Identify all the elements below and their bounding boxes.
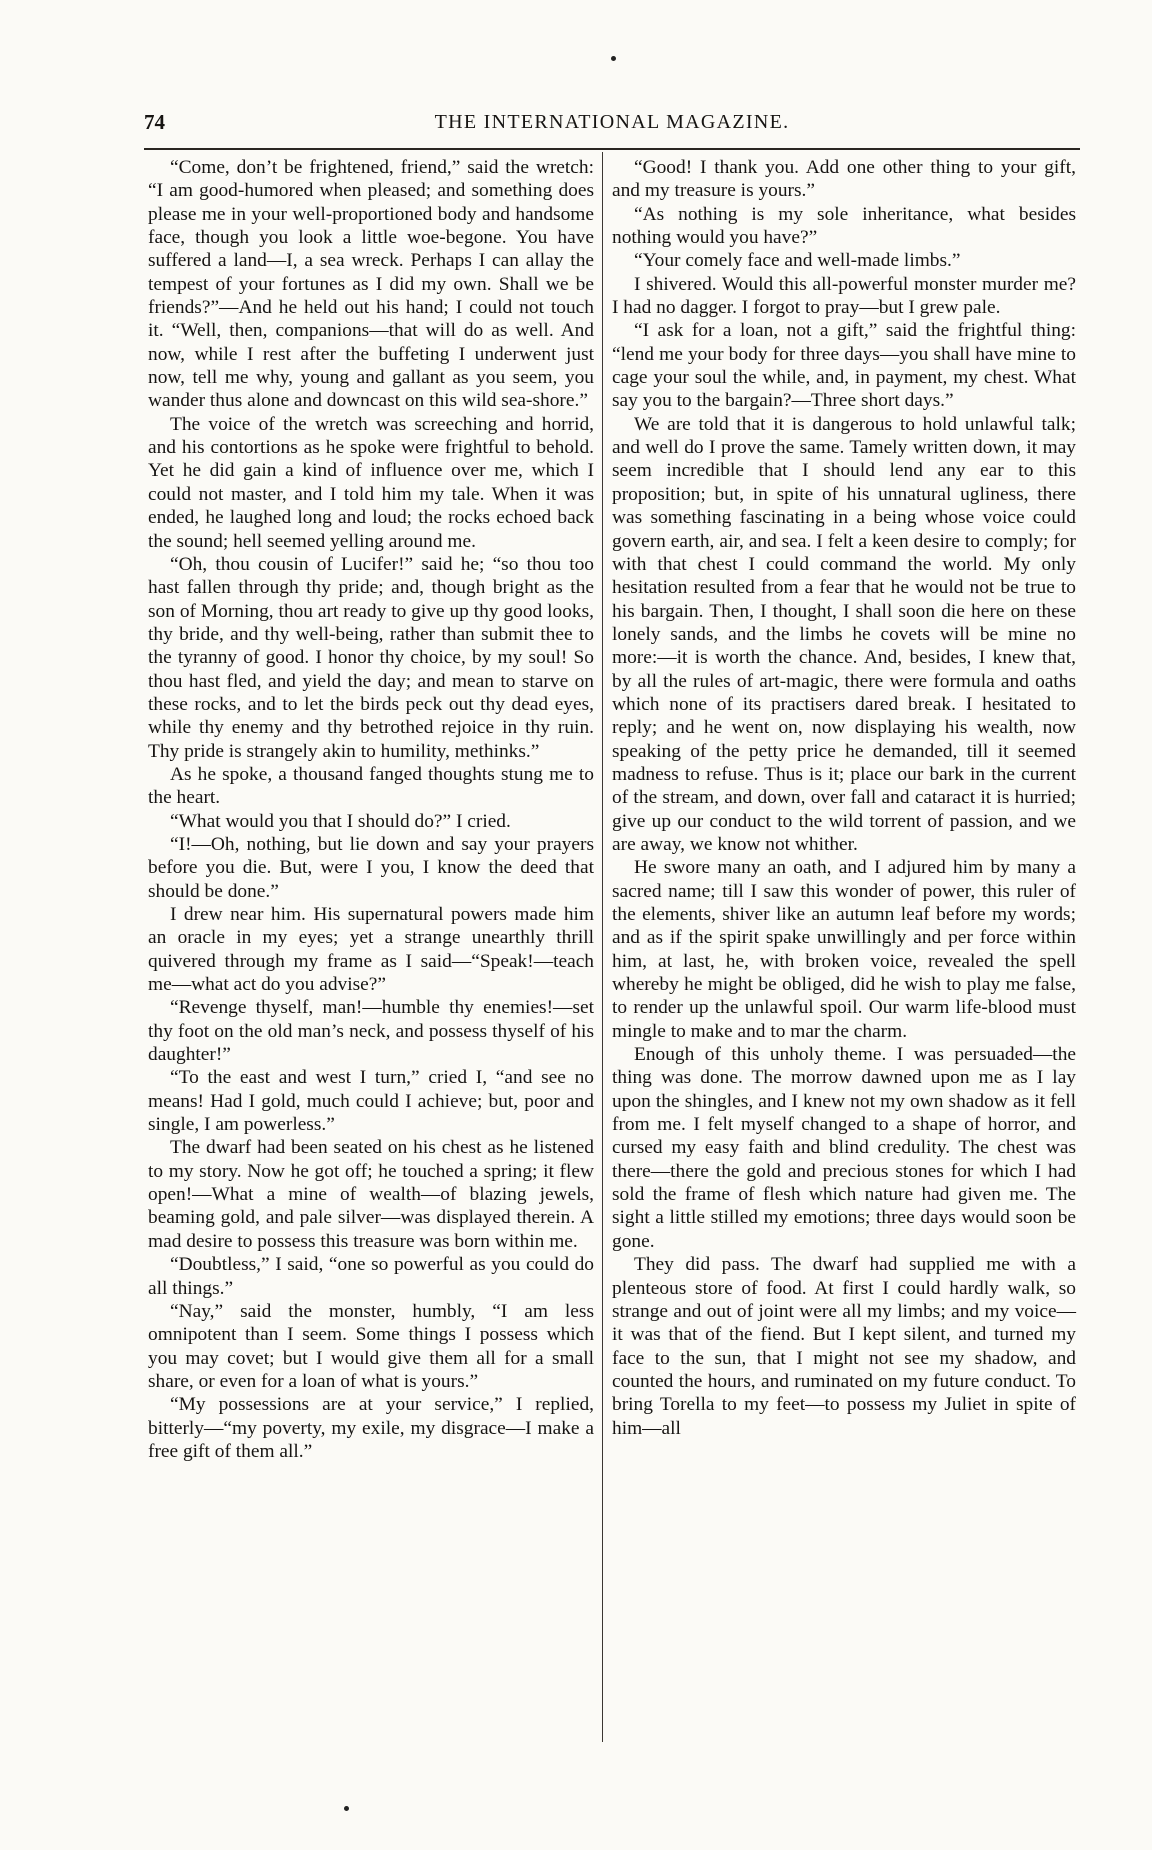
paragraph: “Nay,” said the monster, humbly, “I am less omnipotent than I seem. Some things I possess which you may covet; but I would give them all for a small share, or even for a loan of what is yours.”	[148, 1300, 594, 1392]
header-rule	[144, 148, 1080, 150]
paragraph: Enough of this unholy theme. I was persuaded—the thing was done. The morrow dawned upon me as I lay upon the shingles, and I knew not my own shadow as it fell from me. I felt myself changed to a shape of horror, and cursed my easy faith and blind credulity. The chest was there—there the gold and precious stones for which I had sold the frame of flesh which nature had given me. The sight a little stilled my emotions; three days would soon be gone.	[612, 1044, 1076, 1252]
paragraph: The dwarf had been seated on his chest as he listened to my story. Now he got off; he touched a spring; it flew open!—What a mine of wealth—of blazing jewels, beaming gold, and pale silver—was displayed therein. A mad desire to possess this treasure was born within me.	[148, 1137, 594, 1252]
column-divider	[602, 152, 603, 1742]
paragraph: “Oh, thou cousin of Lucifer!” said he; “so thou too hast fallen through thy pride; and, though bright as the son of Morning, thou art ready to give up thy good looks, thy bride, and thy well-being, rather than submit thee to the tyranny of good. I honor thy choice, by my soul! So thou hast fled, and yield the day; and mean to starve on these rocks, and to let the birds peck out thy dead eyes, while thy enemy and thy betrothed rejoice in thy ruin. Thy pride is strangely akin to humility, methinks.”	[148, 553, 594, 762]
paragraph: “What would you that I should do?” I cried.	[170, 810, 511, 832]
paragraph: “I!—Oh, nothing, but lie down and say your prayers before you die. But, were I you, I know the deed that should be done.”	[148, 833, 594, 902]
paragraph: “Revenge thyself, man!—humble thy enemies!—set thy foot on the old man’s neck, and possess thyself of his daughter!”	[148, 997, 594, 1066]
paragraph: I shivered. Would this all-powerful monster murder me? I had no dagger. I forgot to pray—but I grew pale.	[612, 273, 1076, 319]
paragraph: We are told that it is dangerous to hold unlawful talk; and well do I prove the same. Tamely written down, it may seem incredible that I should lend any ear to this proposition; but, in spite of his unnatural ugliness, there was something fascinating in a being whose voice could govern earth, air, and sea. I felt a keen desire to comply; for with that chest I could command the world. My only hesitation resulted from a fear that he would not be true to his bargain. Then, I thought, I shall soon die here on these lonely sands, and the limbs he covets will be mine no more:—it is worth the chance. And, besides, I knew that, by all the rules of art-magic, there were formula and oaths which none of its practisers dared break. I hesitated to reply; and he went on, now displaying his wealth, now speaking of the petty price he demanded, till it seemed madness to refuse. Thus is it; place our bark in the current of the stream, and down, over fall and cataract it is hurried; give up our conduct to the wild torrent of passion, and we are away, we know not whither.	[612, 413, 1076, 855]
page-header	[144, 108, 1080, 142]
printer-dot-top	[611, 56, 616, 61]
paragraph: “I ask for a loan, not a gift,” said the frightful thing: “lend me your body for three days—you shall have mine to cage your soul the while, and, in payment, my chest. What say you to the bargain?—Three short days.”	[612, 320, 1076, 412]
left-column	[148, 156, 594, 1463]
page-number: 74	[144, 110, 165, 134]
paragraph: “Doubtless,” I said, “one so powerful as you could do all things.”	[148, 1254, 594, 1299]
paragraph: They did pass. The dwarf had supplied me with a plenteous store of food. At first I could hardly walk, so strange and out of joint were all my limbs; and my voice—it was that of the fiend. But I kept silent, and turned my face to the sun, that I might not see my shadow, and counted the hours, and ruminated on my future conduct. To bring Torella to my feet—to possess my Juliet in spite of him—all	[612, 1254, 1076, 1439]
right-column	[612, 156, 1076, 1440]
paragraph: As he spoke, a thousand fanged thoughts stung me to the heart.	[148, 763, 594, 809]
running-head: THE INTERNATIONAL MAGAZINE.	[434, 111, 790, 133]
paragraph: I drew near him. His supernatural powers made him an oracle in my eyes; yet a strange unearthly thrill quivered through my frame as I said—“Speak!—teach me—what act do you advise?”	[148, 904, 594, 996]
paragraph: “Good! I thank you. Add one other thing to your gift, and my treasure is yours.”	[612, 157, 1076, 202]
paragraph: The voice of the wretch was screeching and horrid, and his contortions as he spoke were frightful to behold. Yet he did gain a kind of influence over me, which I could not master, and I told him my tale. When it was ended, he laughed long and loud; the rocks echoed back the sound; hell seemed yelling around me.	[148, 413, 594, 552]
paragraph: “Come, don’t be frightened, friend,” said the wretch: “I am good-humored when pleased; and something does please me in your well-proportioned body and handsome face, though you look a little woe-begone. You have suffered a land—I, a sea wreck. Perhaps I can allay the tempest of your fortunes as I did my own. Shall we be friends?”—And he held out his hand; I could not touch it. “Well, then, companions—that will do as well. And now, while I rest after the buffeting I underwent just now, tell me why, young and gallant as you seem, you wander thus alone and downcast on this wild sea-shore.”	[148, 157, 594, 412]
paragraph: “My possessions are at your service,” I replied, bitterly—“my poverty, my exile, my disgrace—I make a free gift of them all.”	[148, 1394, 594, 1462]
printer-dot-bottom	[344, 1806, 349, 1811]
paragraph: “To the east and west I turn,” cried I, “and see no means! Had I gold, much could I achieve; but, poor and single, I am powerless.”	[148, 1067, 594, 1136]
paragraph: “As nothing is my sole inheritance, what besides nothing would you have?”	[612, 203, 1076, 249]
paragraph: “Your comely face and well-made limbs.”	[634, 250, 961, 272]
paragraph: He swore many an oath, and I adjured him by many a sacred name; till I saw this wonder of power, this ruler of the elements, shiver like an autumn leaf before my words; and as if the spirit spake unwillingly and per force within him, at last, he, with broken voice, revealed the spell whereby he might be obliged, did he wish to play me false, to render up the unlawful spoil. Our warm life-blood must mingle to make and to mar the charm.	[612, 857, 1076, 1042]
